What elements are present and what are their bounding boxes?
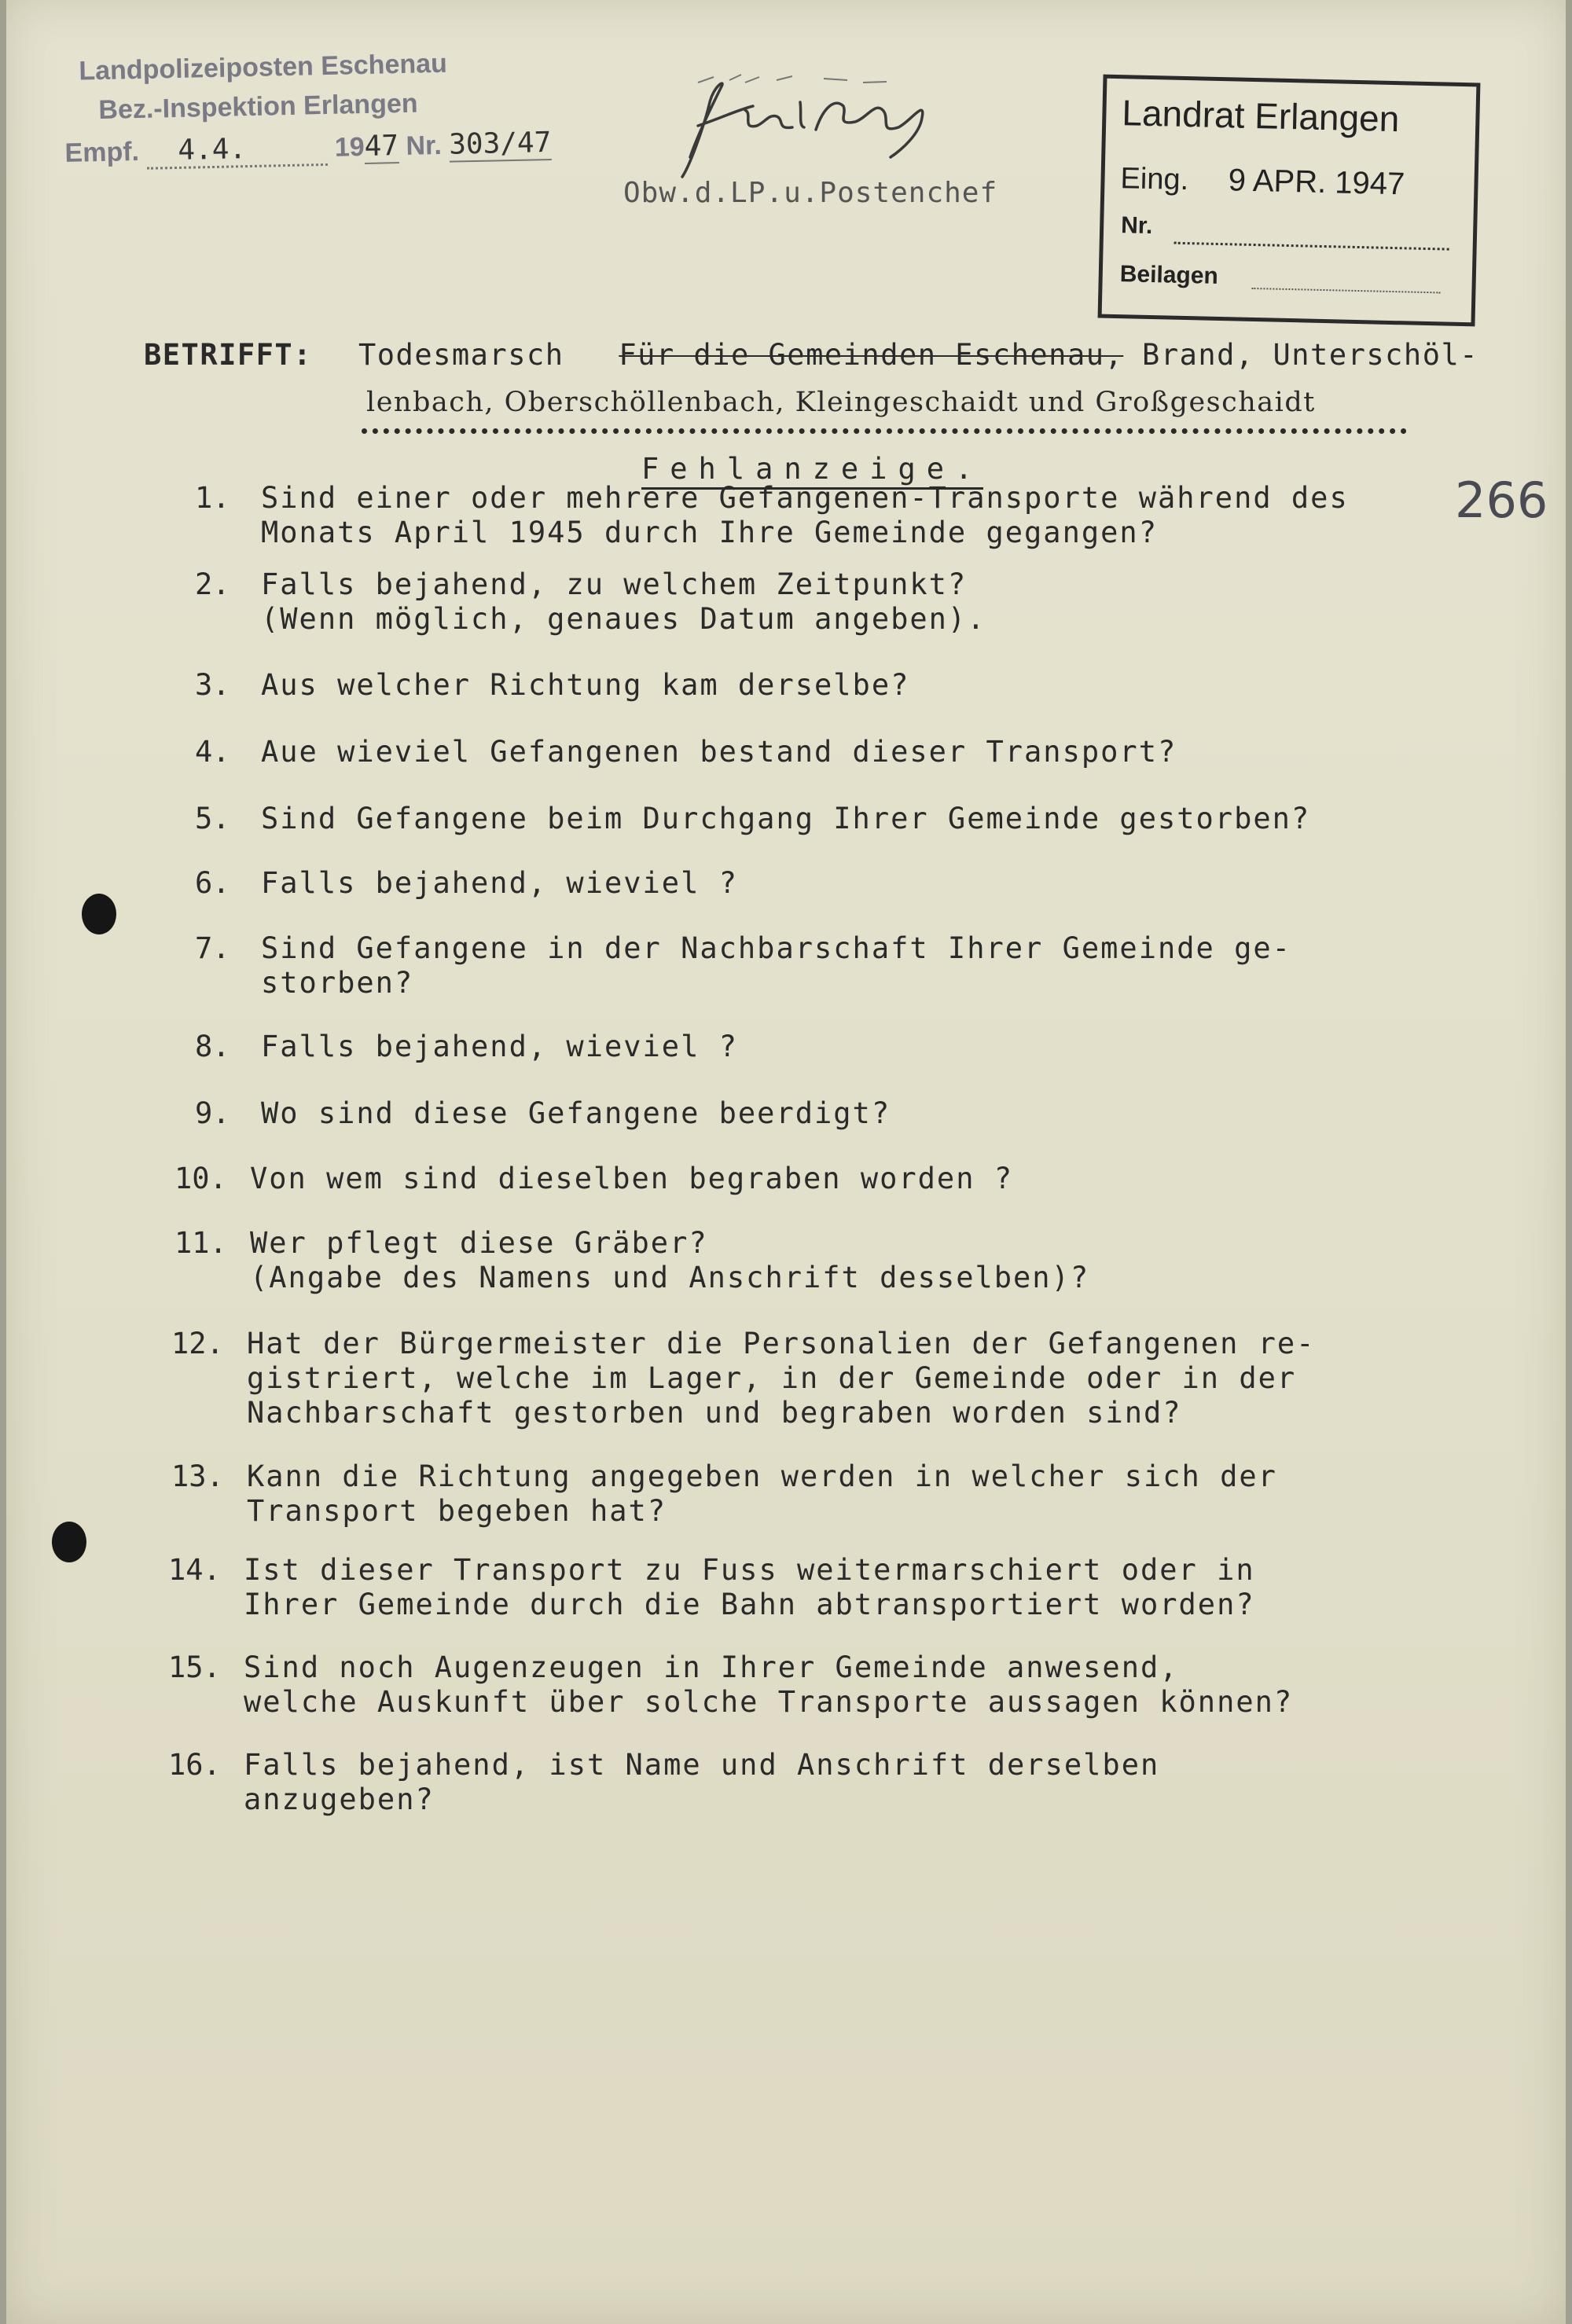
subject-line1	[358, 338, 1478, 372]
beilagen-line	[1251, 288, 1440, 293]
question-number: 11.	[174, 1226, 227, 1260]
question-number: 5.	[195, 802, 230, 835]
year-value: 47	[364, 130, 399, 163]
year-prefix: 19	[334, 131, 365, 163]
landrat-receipt-stamp	[1098, 75, 1481, 327]
eing-label: Eing.	[1120, 162, 1189, 197]
question-number: 13.	[171, 1459, 224, 1493]
question-text: Falls bejahend, wieviel ?	[261, 866, 738, 900]
empf-label: Empf.	[64, 136, 140, 168]
question-number: 9.	[195, 1096, 230, 1130]
question-text: Hat der Bürgermeister die Personalien der Gefangenen re- gistriert, welche im Lager, in der Gemeinde oder in der Nachbarschaft gestorben und begraben worden sind?	[247, 1327, 1316, 1430]
question-text: Aus welcher Richtung kam derselbe?	[261, 668, 910, 702]
question-number: 7.	[195, 931, 230, 965]
question-number: 2.	[195, 567, 230, 601]
question-text: Falls bejahend, wieviel ?	[261, 1030, 738, 1063]
question-text: Kann die Richtung angegeben werden in welcher sich der Transport begeben hat?	[247, 1459, 1277, 1528]
question-number: 3.	[195, 668, 230, 702]
page-number: 266	[1455, 472, 1548, 529]
question-number: 16.	[168, 1748, 221, 1782]
empf-value: 4.4.	[146, 131, 328, 170]
question-text: Falls bejahend, zu welchem Zeitpunkt? (Wenn möglich, genaues Datum angeben).	[261, 567, 986, 636]
handwritten-signature	[667, 71, 949, 189]
receipt-stamp-line1: Landpolizeiposten Eschenau	[78, 48, 448, 86]
receipt-stamp-line3	[64, 127, 552, 171]
question-number: 8.	[195, 1030, 230, 1063]
signature-title: Obw.d.LP.u.Postenchef	[623, 177, 998, 209]
punch-hole-lower	[52, 1522, 86, 1562]
question-text: Falls bejahend, ist Name und Anschrift derselben anzugeben?	[244, 1748, 1160, 1816]
nr-value: 303/47	[448, 126, 552, 161]
question-number: 12.	[171, 1327, 224, 1360]
eing-date: 9 APR. 1947	[1228, 163, 1405, 202]
question-text: Wer pflegt diese Gräber? (Angabe des Namens und Anschrift desselben)?	[250, 1226, 1090, 1294]
subject-label: BETRIFFT:	[144, 338, 312, 372]
punch-hole-upper	[82, 894, 116, 934]
question-number: 1.	[195, 481, 230, 515]
subject-topic: Todesmarsch	[358, 338, 564, 372]
question-text: Sind einer oder mehrere Gefangenen-Transporte während des Monats April 1945 durch Ihre Gemeinde gegangen?	[261, 481, 1349, 549]
question-text: Aue wieviel Gefangenen bestand dieser Transport?	[261, 735, 1177, 769]
question-text: Von wem sind dieselben begraben worden ?	[250, 1162, 1014, 1195]
eing-row	[1120, 160, 1405, 202]
question-text: Sind Gefangene in der Nachbarschaft Ihrer Gemeinde ge- storben?	[261, 931, 1291, 1000]
subject-line1-rest: Für die Gemeinden Eschenau, Brand, Unterschöl-	[619, 338, 1479, 372]
question-text: Wo sind diese Gefangene beerdigt?	[261, 1096, 891, 1130]
question-number: 10.	[174, 1162, 227, 1195]
question-number: 15.	[168, 1650, 221, 1684]
fehlanzeige-heading: Fehlanzeige.	[641, 452, 983, 490]
landrat-nr-label: Nr.	[1120, 212, 1153, 240]
question-number: 14.	[168, 1553, 221, 1587]
question-number: 6.	[195, 866, 230, 900]
landrat-name: Landrat Erlangen	[1121, 92, 1400, 140]
nr-label: Nr.	[406, 130, 443, 161]
landrat-nr-line	[1174, 242, 1449, 251]
receipt-stamp-line2: Bez.-Inspektion Erlangen	[98, 88, 418, 126]
question-number: 4.	[195, 735, 230, 769]
question-text: Ist dieser Transport zu Fuss weitermarschiert oder in Ihrer Gemeinde durch die Bahn abtransportiert worden?	[244, 1553, 1255, 1621]
document-page	[6, 0, 1566, 2324]
beilagen-label: Beilagen	[1119, 261, 1219, 289]
subject-line2: lenbach, Oberschöllenbach, Kleingeschaidt und Großgeschaidt	[366, 387, 1316, 418]
question-text: Sind Gefangene beim Durchgang Ihrer Gemeinde gestorben?	[261, 802, 1311, 835]
question-text: Sind noch Augenzeugen in Ihrer Gemeinde anwesend, welche Auskunft über solche Transporte aussagen können?	[244, 1650, 1294, 1719]
subject-dotted-rule	[362, 428, 1407, 434]
